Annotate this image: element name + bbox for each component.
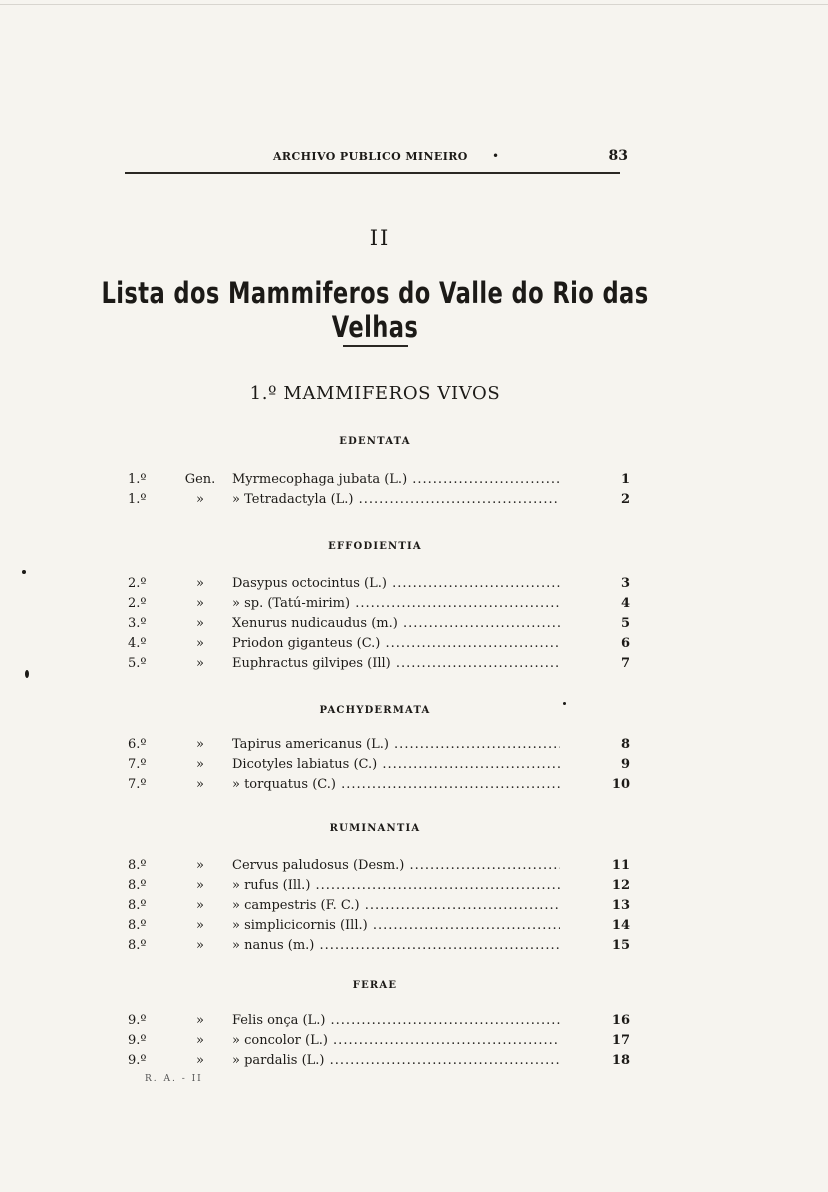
- row-number: 9.º: [128, 1053, 147, 1068]
- row-number: 1.º: [128, 492, 147, 507]
- row-genus: »: [196, 576, 204, 591]
- row-genus: »: [196, 757, 204, 772]
- row-species: Xenurus nudicaudus (m.) .....: [232, 616, 560, 631]
- list-row: [128, 616, 630, 635]
- speck: [22, 570, 26, 574]
- row-genus: »: [196, 777, 204, 792]
- row-number: 8.º: [128, 898, 147, 913]
- row-genus: »: [196, 636, 204, 651]
- row-ref: 7: [620, 656, 630, 671]
- row-ref: 15: [611, 938, 630, 953]
- row-genus: Gen.: [184, 472, 216, 487]
- row-species: Myrmecophaga jubata (L.) .....: [232, 472, 560, 487]
- list-row: [128, 636, 630, 655]
- running-head-title: ARCHIVO PUBLICO MINEIRO: [273, 150, 468, 163]
- list-title: Lista dos Mammiferos do Valle do Rio das Velhas: [101, 276, 649, 344]
- list-row: [128, 757, 630, 776]
- signature-mark: R. A. - II: [145, 1074, 203, 1084]
- row-genus: »: [196, 616, 204, 631]
- row-species: Felis onça (L.) .....: [232, 1013, 560, 1028]
- row-genus: »: [196, 737, 204, 752]
- group-heading: EDENTATA: [339, 436, 411, 447]
- group-heading: PACHYDERMATA: [319, 705, 431, 716]
- row-number: 9.º: [128, 1013, 147, 1028]
- group-heading: EFFODIENTIA: [328, 541, 422, 552]
- row-ref: 13: [611, 898, 630, 913]
- row-species: Dasypus octocintus (L.) .....: [232, 576, 560, 591]
- row-species: » nanus (m.) .....: [232, 938, 560, 953]
- group-heading: RUMINANTIA: [329, 823, 421, 834]
- row-number: 8.º: [128, 938, 147, 953]
- row-genus: »: [196, 938, 204, 953]
- row-species: » pardalis (L.) .....: [232, 1053, 560, 1068]
- row-number: 4.º: [128, 636, 147, 651]
- row-number: 8.º: [128, 858, 147, 873]
- list-row: [128, 596, 630, 615]
- row-ref: 3: [620, 576, 630, 591]
- header-rule: [125, 172, 620, 174]
- row-ref: 2: [620, 492, 630, 507]
- list-row: [128, 938, 630, 957]
- row-species: » campestris (F. C.) .....: [232, 898, 560, 913]
- title-divider: [343, 345, 408, 347]
- running-head: [125, 148, 628, 170]
- row-ref: 1: [620, 472, 630, 487]
- row-ref: 14: [611, 918, 630, 933]
- row-species: Euphractus gilvipes (Ill) .....: [232, 656, 560, 671]
- row-number: 3.º: [128, 616, 147, 631]
- row-species: » Tetradactyla (L.) .....: [232, 492, 560, 507]
- list-row: [128, 1013, 630, 1032]
- row-species: Dicotyles labiatus (C.) .....: [232, 757, 560, 772]
- row-genus: »: [196, 596, 204, 611]
- row-genus: »: [196, 656, 204, 671]
- row-ref: 16: [611, 1013, 630, 1028]
- row-ref: 11: [611, 858, 630, 873]
- row-ref: 8: [620, 737, 630, 752]
- row-genus: »: [196, 1033, 204, 1048]
- row-species: Tapirus americanus (L.) .....: [232, 737, 560, 752]
- row-genus: »: [196, 1053, 204, 1068]
- page-number: 83: [608, 148, 628, 164]
- chapter-numeral: II: [369, 226, 391, 250]
- row-number: 7.º: [128, 757, 147, 772]
- row-species: Cervus paludosus (Desm.) .....: [232, 858, 560, 873]
- row-species: » simplicicornis (Ill.) .....: [232, 918, 560, 933]
- section-title: 1.º MAMMIFEROS VIVOS: [249, 383, 501, 404]
- list-row: [128, 472, 630, 491]
- list-row: [128, 576, 630, 595]
- speck: [563, 702, 566, 705]
- row-ref: 6: [620, 636, 630, 651]
- list-row: [128, 1053, 630, 1072]
- group-heading: FERAE: [352, 980, 398, 991]
- top-edge-line: [0, 4, 828, 5]
- row-ref: 9: [620, 757, 630, 772]
- row-species: » rufus (Ill.) .....: [232, 878, 560, 893]
- row-ref: 12: [611, 878, 630, 893]
- row-species: » torquatus (C.) .....: [232, 777, 560, 792]
- list-row: [128, 737, 630, 756]
- row-genus: »: [196, 878, 204, 893]
- row-number: 6.º: [128, 737, 147, 752]
- list-row: [128, 898, 630, 917]
- row-ref: 18: [611, 1053, 630, 1068]
- row-ref: 10: [611, 777, 630, 792]
- row-genus: »: [196, 492, 204, 507]
- row-species: » concolor (L.) .....: [232, 1033, 560, 1048]
- row-number: 7.º: [128, 777, 147, 792]
- list-row: [128, 492, 630, 511]
- row-number: 2.º: [128, 576, 147, 591]
- running-head-bullet: •: [492, 149, 500, 163]
- row-number: 2.º: [128, 596, 147, 611]
- list-row: [128, 878, 630, 897]
- list-row: [128, 656, 630, 675]
- speck: [25, 670, 29, 678]
- list-row: [128, 777, 630, 796]
- row-species: Priodon giganteus (C.) .....: [232, 636, 560, 651]
- row-genus: »: [196, 858, 204, 873]
- row-genus: »: [196, 1013, 204, 1028]
- row-ref: 4: [620, 596, 630, 611]
- row-ref: 5: [620, 616, 630, 631]
- row-number: 5.º: [128, 656, 147, 671]
- row-number: 9.º: [128, 1033, 147, 1048]
- row-genus: »: [196, 898, 204, 913]
- row-ref: 17: [611, 1033, 630, 1048]
- row-number: 8.º: [128, 878, 147, 893]
- row-species: » sp. (Tatú-mirim) .....: [232, 596, 560, 611]
- row-number: 1.º: [128, 472, 147, 487]
- list-row: [128, 858, 630, 877]
- row-genus: »: [196, 918, 204, 933]
- list-row: [128, 918, 630, 937]
- list-row: [128, 1033, 630, 1052]
- row-number: 8.º: [128, 918, 147, 933]
